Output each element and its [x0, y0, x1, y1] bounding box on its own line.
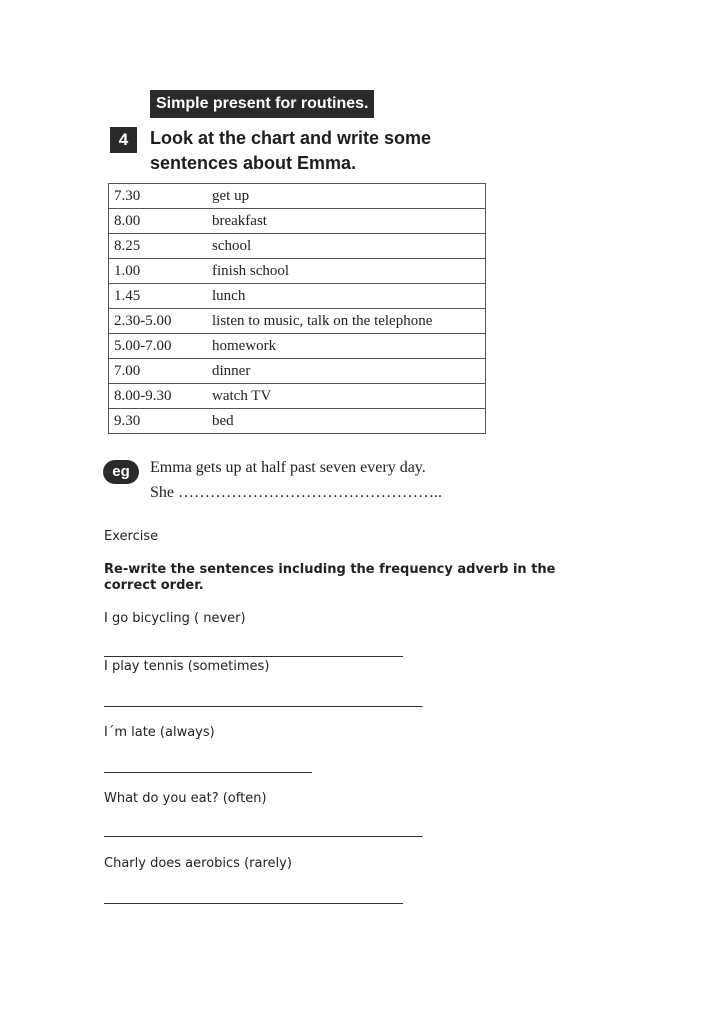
exercise-prompt: Charly does aerobics (rarely): [104, 856, 292, 871]
example-badge: eg: [103, 460, 139, 484]
chart-row: [109, 284, 486, 309]
chart-activity: dinner: [207, 359, 486, 384]
exercise-instruction: Re-write the sentences including the frequency adverb in the correct order.: [104, 562, 556, 593]
exercise-prompt: I´m late (always): [104, 725, 215, 740]
exercise-prompt: I play tennis (sometimes): [104, 659, 270, 674]
chart-activity: get up: [207, 184, 486, 209]
chart-row: [109, 184, 486, 209]
chart-activity: bed: [207, 409, 486, 434]
chart-time: 1.00: [109, 259, 208, 284]
chart-row: [109, 209, 486, 234]
chart-activity: lunch: [207, 284, 486, 309]
exercise-prompt: What do you eat? (often): [104, 791, 267, 806]
chart-instruction: [150, 126, 470, 176]
chart-activity: listen to music, talk on the telephone: [207, 309, 486, 334]
answer-line[interactable]: ________________________________: [104, 759, 312, 774]
chart-row: [109, 309, 486, 334]
chart-activity: school: [207, 234, 486, 259]
chart-row: [109, 409, 486, 434]
example-sentence: Emma gets up at half past seven every day.: [150, 459, 426, 476]
chart-time: 2.30-5.00: [109, 309, 208, 334]
chart-time: 7.30: [109, 184, 208, 209]
routine-chart: [108, 183, 486, 434]
chart-activity: finish school: [207, 259, 486, 284]
answer-line[interactable]: _________________________________________________: [104, 823, 423, 838]
answer-line[interactable]: _________________________________________________: [104, 693, 423, 708]
chart-row: [109, 384, 486, 409]
chart-row: [109, 359, 486, 384]
answer-line[interactable]: ______________________________________________: [104, 643, 403, 658]
chart-row: [109, 259, 486, 284]
chart-time: 5.00-7.00: [109, 334, 208, 359]
chart-row: [109, 334, 486, 359]
chart-row: [109, 234, 486, 259]
chart-time: 8.00-9.30: [109, 384, 208, 409]
chart-time: 8.00: [109, 209, 208, 234]
chart-time: 1.45: [109, 284, 208, 309]
instruction-line-1: Look at the chart and write some: [150, 128, 432, 148]
exercise-number: 4: [110, 127, 137, 153]
section-banner: Simple present for routines.: [150, 90, 374, 118]
chart-time: 8.25: [109, 234, 208, 259]
answer-line[interactable]: ______________________________________________: [104, 890, 403, 905]
chart-activity: breakfast: [207, 209, 486, 234]
chart-time: 9.30: [109, 409, 208, 434]
chart-time: 7.00: [109, 359, 208, 384]
exercise-prompt: I go bicycling ( never): [104, 611, 246, 626]
chart-activity: watch TV: [207, 384, 486, 409]
instruction-line-2: sentences about Emma.: [150, 153, 357, 173]
chart-activity: homework: [207, 334, 486, 359]
exercise-title: Exercise: [104, 529, 159, 544]
example-prompt: She …………………………………………..: [150, 484, 442, 501]
